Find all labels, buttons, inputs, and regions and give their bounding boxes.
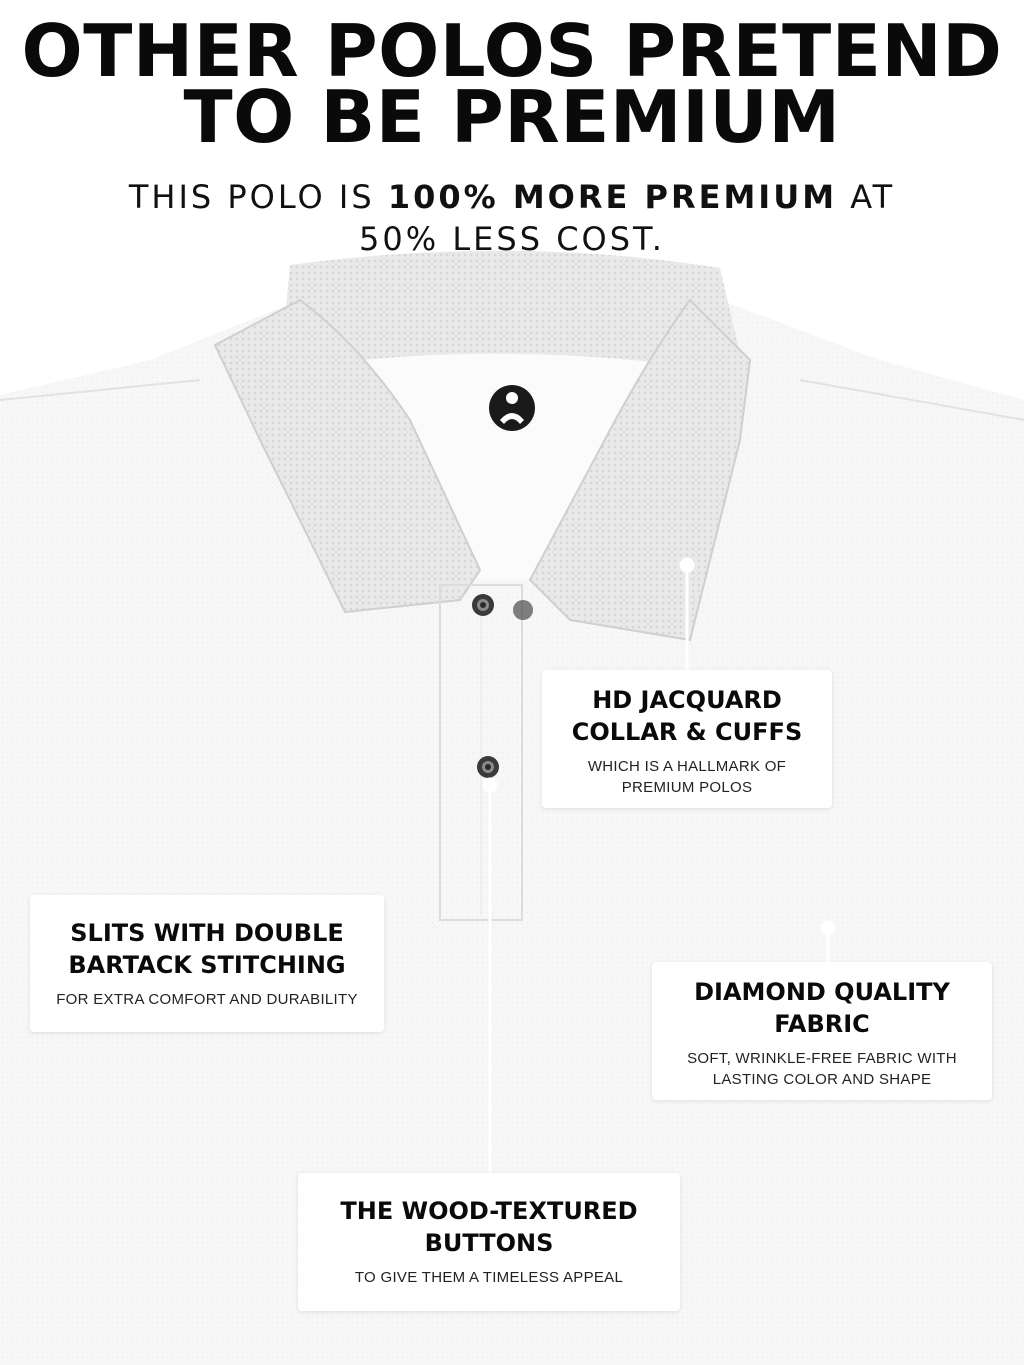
callout-description: [298, 1267, 680, 1288]
callout-desc-line: PREMIUM POLOS: [621, 779, 753, 796]
callout-desc-line: SOFT, WRINKLE-FREE FABRIC WITH: [687, 1050, 957, 1067]
shirt-button-icon: [477, 756, 499, 778]
headline-subtitle: [0, 176, 1024, 260]
callout-title-line: FABRIC: [774, 1010, 870, 1038]
callout-title-line: DIAMOND QUALITY: [694, 978, 950, 1006]
callout-desc-line: WHICH IS A HALLMARK OF: [587, 758, 787, 775]
callout-title: [30, 917, 384, 981]
subtitle-line-2: 50% LESS COST.: [359, 220, 665, 258]
callout-title-line: BARTACK STITCHING: [68, 951, 346, 979]
callout-description: [542, 756, 832, 798]
callout-title-line: BUTTONS: [424, 1229, 554, 1257]
subtitle-bold: 100% MORE PREMIUM: [387, 178, 838, 216]
callout-title-line: SLITS WITH DOUBLE: [70, 919, 344, 947]
callout-slits: [30, 895, 384, 1032]
callout-desc-line: TO GIVE THEM A TIMELESS APPEAL: [354, 1269, 624, 1286]
callout-title-line: COLLAR & CUFFS: [571, 718, 803, 746]
callout-title: [652, 976, 992, 1040]
headline-line-2: TO BE PREMIUM: [183, 75, 841, 159]
headline-block: [0, 9, 1024, 260]
brand-logo-icon: [489, 385, 535, 431]
callout-title: [542, 684, 832, 748]
callout-collar: [542, 670, 832, 808]
callout-description: [30, 989, 384, 1010]
subtitle-suffix: AT: [850, 178, 896, 216]
callout-buttons: [298, 1173, 680, 1311]
callout-description: [652, 1048, 992, 1090]
callout-desc-line: FOR EXTRA COMFORT AND DURABILITY: [56, 991, 358, 1008]
callout-title-line: THE WOOD-TEXTURED: [340, 1197, 638, 1225]
callout-desc-line: LASTING COLOR AND SHAPE: [712, 1071, 932, 1088]
callout-fabric: [652, 962, 992, 1100]
callout-title-line: HD JACQUARD: [592, 686, 782, 714]
subtitle-prefix: THIS POLO IS: [128, 178, 375, 216]
headline-line-1: OTHER POLOS PRETEND: [21, 9, 1003, 93]
callout-title: [298, 1195, 680, 1259]
